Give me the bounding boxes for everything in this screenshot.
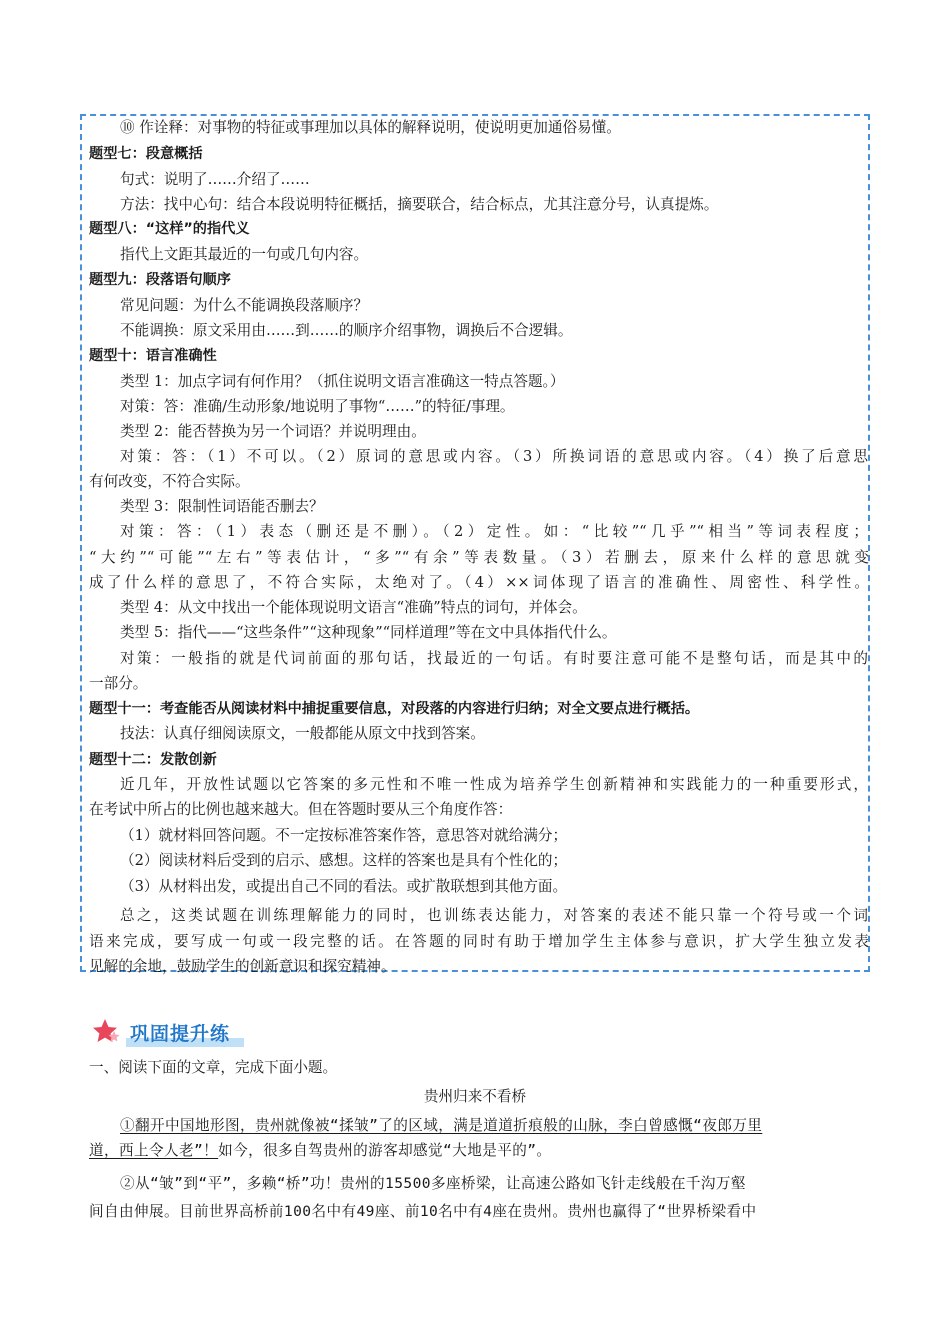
text-line: 近几年，开放性试题以它答案的多元性和不唯一性成为培养学生创新精神和实践能力的一种重要形式， <box>120 776 868 793</box>
article-paragraph-1: ①翻开中国地形图，贵州就像被“揉皱”了的区域，满是道道折痕般的山脉，李白曾感慨“夜郎万里 <box>120 1117 763 1134</box>
text-line: 类型 5：指代——“这些条件”“这种现象”“同样道理”等在文中具体指代什么。 <box>120 624 617 641</box>
text-line: 总之，这类试题在训练理解能力的同时，也训练表达能力，对答案的表述不能只靠一个符号或一个词 <box>120 907 868 924</box>
text-line: 对策：一般指的就是代词前面的那句话，找最近的一句话。有时要注意可能不是整句话，而是其中的 <box>120 650 868 667</box>
exercise-intro: 一、阅读下面的文章，完成下面小题。 <box>89 1059 338 1076</box>
text-line: 指代上文距其最近的一句或几句内容。 <box>120 246 369 263</box>
heading-type-10: 题型十：语言准确性 <box>89 348 217 364</box>
text-line: ⑩ 作诠释：对事物的特征或事理加以具体的解释说明，使说明更加通俗易懂。 <box>120 119 621 136</box>
heading-type-12: 题型十二：发散创新 <box>89 752 217 768</box>
text-line: 常见问题：为什么不能调换段落顺序？ <box>120 297 369 314</box>
text-line: 类型 1：加点字词有何作用？（抓住说明文语言准确这一特点答题。） <box>120 373 565 390</box>
text-line: 见解的余地，鼓励学生的创新意识和探究精神。 <box>89 958 396 975</box>
article-paragraph-2-cont: 间自由伸展。目前世界高桥前100名中有49座、前10名中有4座在贵州。贵州也赢得了“世界桥梁看中 <box>89 1203 757 1220</box>
article-title: 贵州归来不看桥 <box>423 1088 527 1105</box>
article-paragraph-2: ②从“皱”到“平”，多赖“桥”功！贵州的15500多座桥梁，让高速公路如飞针走线般在千沟万壑 <box>120 1175 746 1192</box>
text-line: 技法：认真仔细阅读原文，一般都能从原文中找到答案。 <box>120 725 485 742</box>
text-line: 语来完成，要写成一句或一段完整的话。在答题的同时有助于增加学生主体参与意识，扩大学生独立发表 <box>89 933 869 950</box>
text-line: 对策：答：（1）不可以。（2）原词的意思或内容。（3）所换词语的意思或内容。（4）换了后意思 <box>120 448 868 465</box>
section-header <box>92 1016 230 1048</box>
paragraph-text: 如今，很多自驾贵州的游客却感觉“大地是平的”。 <box>218 1142 552 1159</box>
text-line: 类型 2：能否替换为另一个词语？并说明理由。 <box>120 423 426 440</box>
text-line: “大约”“可能”“左右”等表估计，“多”“有余”等表数量。（3）若删去，原来什么样的意思就变 <box>89 549 869 566</box>
heading-type-8: 题型八：“这样”的指代义 <box>89 221 250 237</box>
underlined-quote: 道，西上令人老”！ <box>89 1142 219 1159</box>
text-line: 在考试中所占的比例也越来越大。但在答题时要从三个角度作答： <box>89 801 513 818</box>
heading-type-11: 题型十一：考查能否从阅读材料中捕捉重要信息，对段落的内容进行归纳；对全文要点进行概括。 <box>89 701 700 717</box>
heading-type-9: 题型九：段落语句顺序 <box>89 272 231 288</box>
text-line: 不能调换：原文采用由……到……的顺序介绍事物，调换后不合逻辑。 <box>120 322 573 339</box>
text-line: 对策：答：准确/生动形象/地说明了事物“……”的特征/事理。 <box>120 398 515 415</box>
text-line: 类型 4：从文中找出一个能体现说明文语言“准确”特点的词句，并体会。 <box>120 599 587 616</box>
heading-type-7: 题型七：段意概括 <box>89 146 203 162</box>
text-line: （2）阅读材料后受到的启示、感想。这样的答案也是具有个性化的； <box>120 852 568 869</box>
section-title: 巩固提升练 <box>130 1022 231 1045</box>
text-line: 成了什么样的意思了，不符合实际，太绝对了。（4）××词体现了语言的准确性、周密性、科学性。 <box>89 574 869 591</box>
text-line: 有何改变，不符合实际。 <box>89 473 250 490</box>
text-line: 一部分。 <box>89 675 148 692</box>
text-line: 句式：说明了……介绍了…… <box>120 171 310 188</box>
text-line: （1）就材料回答问题。不一定按标准答案作答，意思答对就给满分； <box>120 827 568 844</box>
text-line: （3）从材料出发，或提出自己不同的看法。或扩散联想到其他方面。 <box>120 878 568 895</box>
star-icon <box>92 1017 122 1047</box>
text-line: 对策：答：（1）表态（删还是不删）。（2）定性。如：“比较”“几乎”“相当”等词表程度； <box>120 523 868 540</box>
text-line: 类型 3：限制性词语能否删去？ <box>120 498 324 515</box>
article-paragraph-1-cont <box>89 1141 861 1161</box>
text-line: 方法：找中心句：结合本段说明特征概括，摘要联合，结合标点，尤其注意分号，认真提炼。 <box>120 196 719 213</box>
